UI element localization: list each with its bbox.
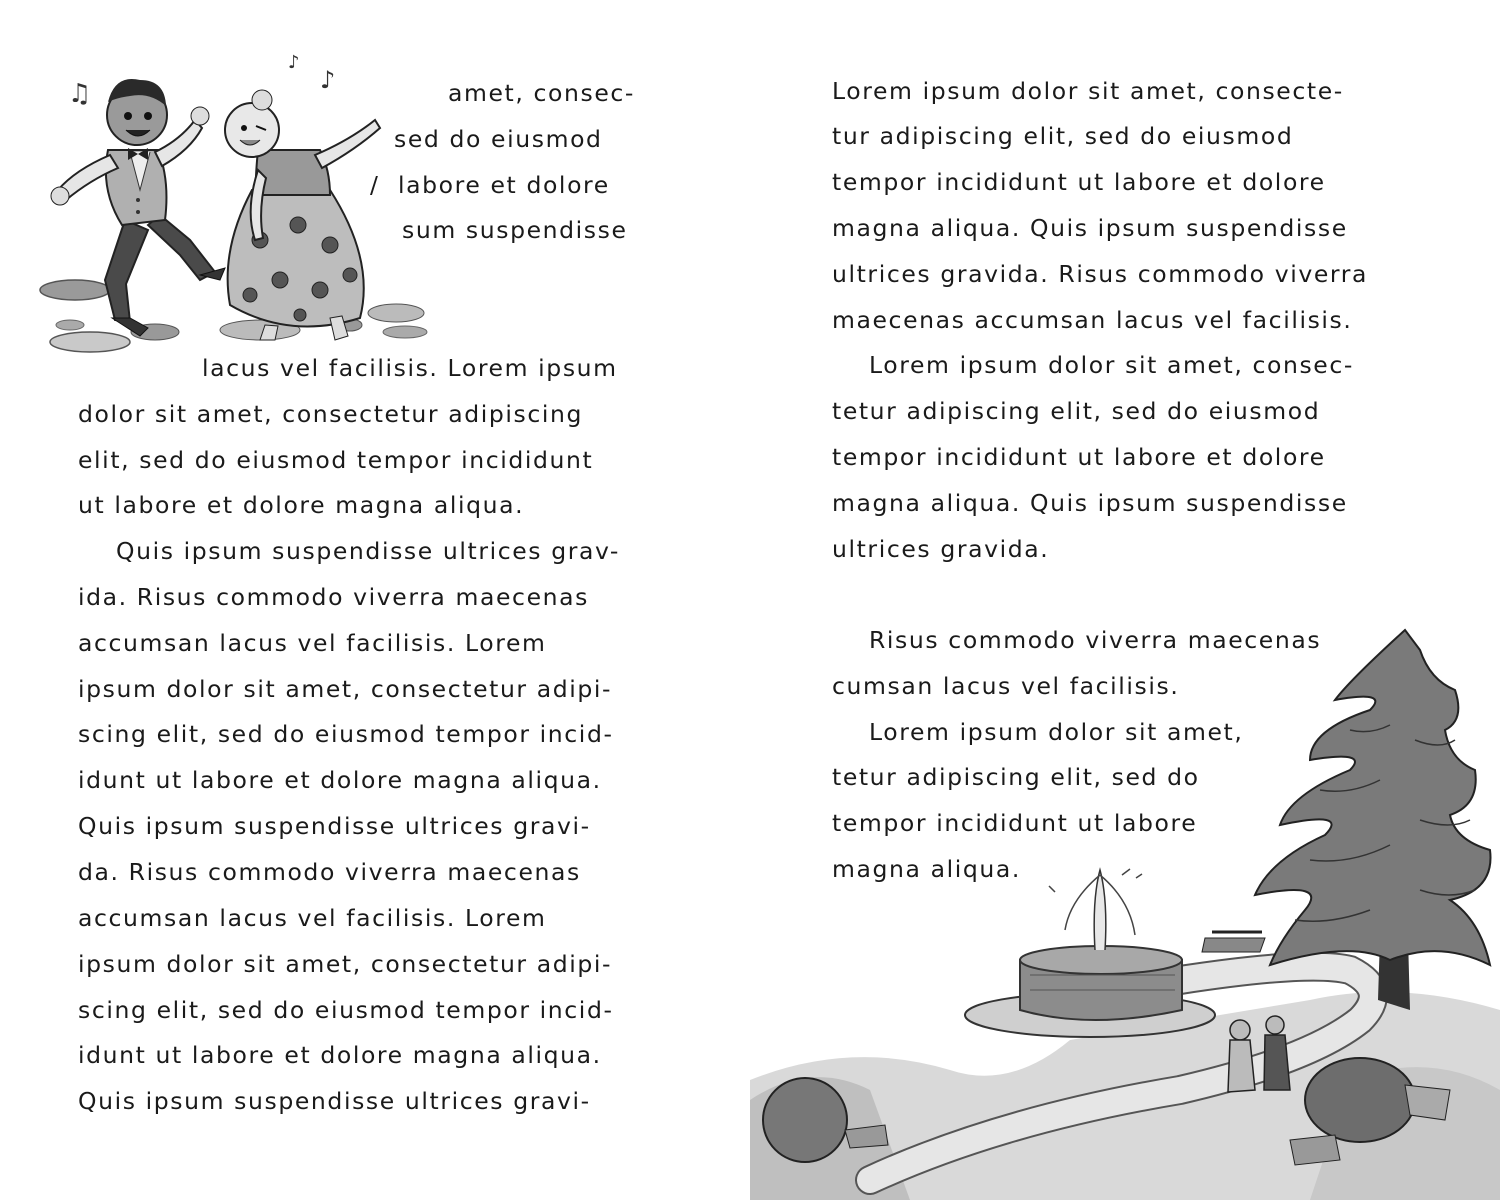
- text-line: Risus commodo viverra maecenas: [869, 626, 1322, 654]
- text-line: Quis ipsum suspendisse ultrices gravi-: [78, 812, 591, 840]
- wrap-line: sum suspendisse: [402, 216, 628, 244]
- text-line: ida. Risus commodo viverra maecenas: [78, 583, 589, 611]
- text-line: ut labore et dolore magna aliqua.: [78, 491, 525, 519]
- text-line: Quis ipsum suspendisse ultrices gravi-: [78, 1087, 591, 1115]
- svg-text:♫: ♫: [68, 79, 92, 109]
- wrap-line: sed do eiusmod: [394, 125, 603, 153]
- text-line: accumsan lacus vel facilisis. Lorem: [78, 629, 547, 657]
- text-line: Lorem ipsum dolor sit amet,: [869, 718, 1244, 746]
- text-line: tetur adipiscing elit, sed do eiusmod: [832, 397, 1321, 425]
- text-line: dolor sit amet, consectetur adipiscing: [78, 400, 584, 428]
- wrap-mark: /: [370, 171, 380, 199]
- text-line: maecenas accumsan lacus vel facilisis.: [832, 306, 1353, 334]
- text-line: da. Risus commodo viverra maecenas: [78, 858, 581, 886]
- right-page: [750, 0, 1500, 1200]
- text-line: cumsan lacus vel facilisis.: [832, 672, 1180, 700]
- text-line: tempor incididunt ut labore et dolore: [832, 443, 1326, 471]
- text-line: scing elit, sed do eiusmod tempor incid-: [78, 996, 614, 1024]
- wrap-line: amet, consec-: [448, 79, 635, 107]
- text-line: elit, sed do eiusmod tempor incididunt: [78, 446, 594, 474]
- text-line: magna aliqua. Quis ipsum suspendisse: [832, 489, 1348, 517]
- text-line: ultrices gravida.: [832, 535, 1050, 563]
- text-line: Lorem ipsum dolor sit amet, consec-: [869, 351, 1354, 379]
- text-line: ipsum dolor sit amet, consectetur adipi-: [78, 675, 613, 703]
- text-line: ipsum dolor sit amet, consectetur adipi-: [78, 950, 613, 978]
- text-line: magna aliqua.: [832, 855, 1021, 883]
- svg-text:♪: ♪: [288, 52, 300, 73]
- svg-text:♪: ♪: [320, 66, 336, 94]
- text-line: tempor incididunt ut labore et dolore: [832, 168, 1326, 196]
- wrap-line: labore et dolore: [398, 171, 610, 199]
- text-line: lacus vel facilisis. Lorem ipsum: [202, 354, 618, 382]
- text-line: tur adipiscing elit, sed do eiusmod: [832, 122, 1294, 150]
- text-line: magna aliqua. Quis ipsum suspendisse: [832, 214, 1348, 242]
- text-line: idunt ut labore et dolore magna aliqua.: [78, 766, 602, 794]
- text-line: tetur adipiscing elit, sed do: [832, 763, 1200, 791]
- text-line: accumsan lacus vel facilisis. Lorem: [78, 904, 547, 932]
- text-line: idunt ut labore et dolore magna aliqua.: [78, 1041, 602, 1069]
- text-line: tempor incididunt ut labore: [832, 809, 1198, 837]
- text-line: scing elit, sed do eiusmod tempor incid-: [78, 720, 614, 748]
- text-line: ultrices gravida. Risus commodo viverra: [832, 260, 1369, 288]
- text-line: Quis ipsum suspendisse ultrices grav-: [116, 537, 620, 565]
- text-line: Lorem ipsum dolor sit amet, consecte-: [832, 77, 1344, 105]
